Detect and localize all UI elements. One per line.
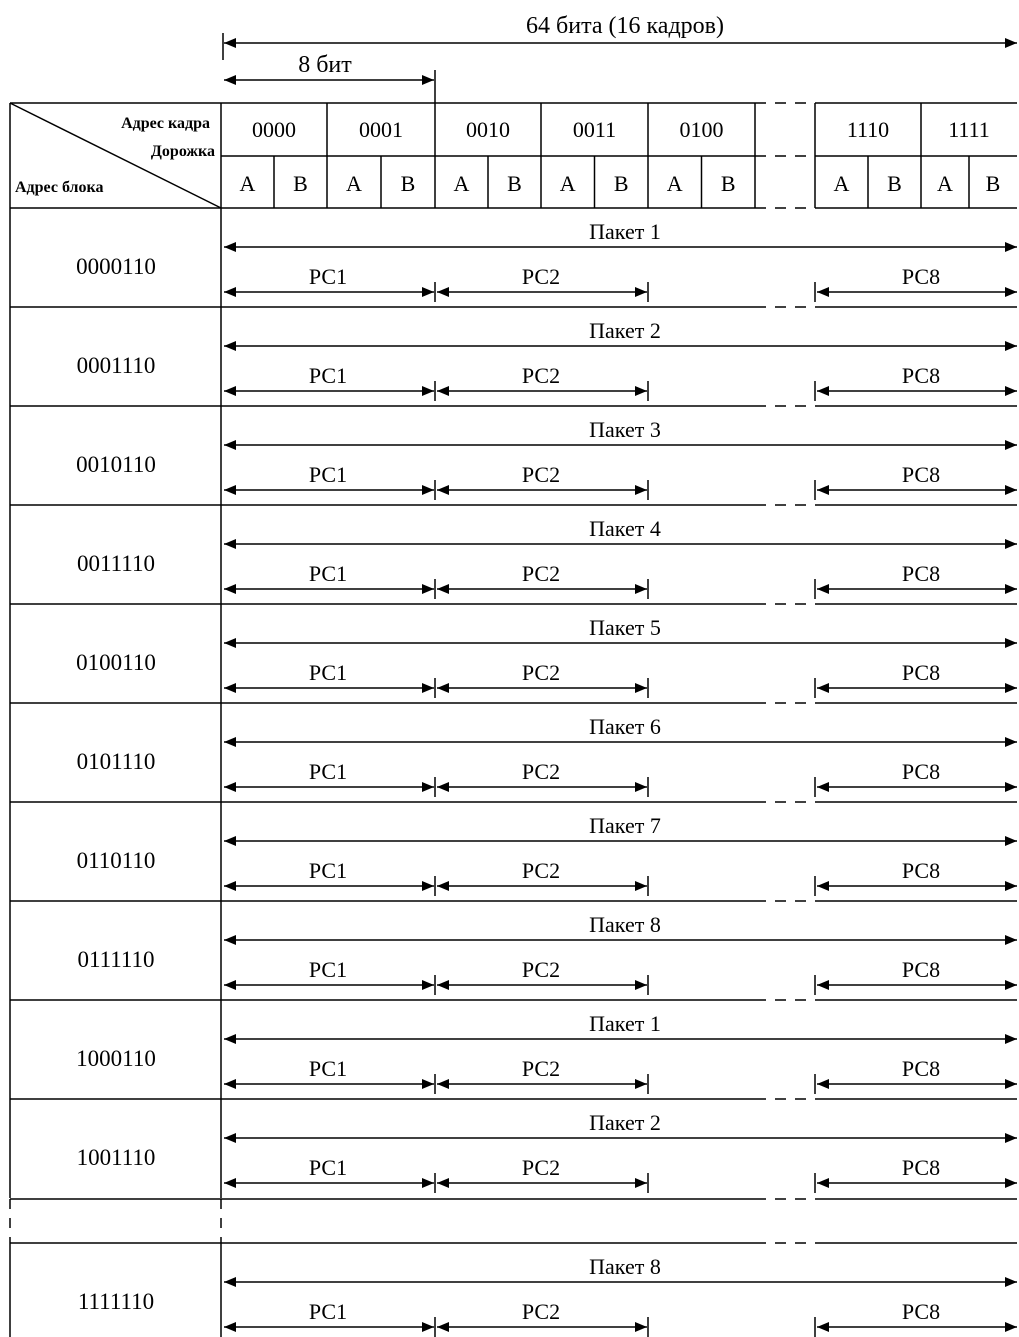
track-b-cell: B <box>887 171 902 196</box>
symbol-label-rc2: РС2 <box>521 561 561 586</box>
block-row <box>10 1099 1017 1198</box>
symbol-label-rc8: РС8 <box>901 1299 941 1324</box>
symbol-label-rc2: РС2 <box>521 264 561 289</box>
frame-address-cell: 1111 <box>948 117 990 142</box>
block-address: 0101110 <box>76 749 156 774</box>
packet-label: Пакет 3 <box>589 417 661 442</box>
block-address: 0110110 <box>76 848 156 873</box>
block-address: 0010110 <box>76 452 156 477</box>
frame-address-cell: 1110 <box>846 117 890 142</box>
block-row <box>10 208 1017 307</box>
frame-address-cell: 0000 <box>252 117 296 142</box>
block-address: 0111110 <box>77 947 155 972</box>
symbol-label-rc8: РС8 <box>901 759 941 784</box>
symbol-label-rc8: РС8 <box>901 462 941 487</box>
block-row <box>10 406 1017 505</box>
frame-address-cell: 0100 <box>679 117 724 142</box>
block-address: 0011110 <box>77 551 155 576</box>
span-total-label: 64 бита (16 кадров) <box>526 13 724 39</box>
symbol-label-rc1: РС1 <box>308 858 348 883</box>
symbol-label-rc1: РС1 <box>308 462 348 487</box>
track-a-cell: A <box>937 171 953 196</box>
symbol-label-rc8: РС8 <box>901 561 941 586</box>
span-byte-label: 8 бит <box>298 52 352 78</box>
symbol-label-rc8: РС8 <box>901 660 941 685</box>
packet-label: Пакет 7 <box>589 813 661 838</box>
track-b-cell: B <box>400 171 416 196</box>
symbol-label-rc8: РС8 <box>901 957 941 982</box>
block-address: 1111110 <box>77 1289 155 1314</box>
track-a-cell: A <box>833 171 850 196</box>
block-row <box>10 505 1017 604</box>
block-row <box>10 1000 1017 1099</box>
block-row <box>10 703 1017 802</box>
track-a-cell: A <box>346 171 362 196</box>
block-address: 1000110 <box>76 1046 156 1071</box>
symbol-label-rc1: РС1 <box>308 660 348 685</box>
symbol-label-rc1: РС1 <box>308 363 348 388</box>
symbol-label-rc8: РС8 <box>901 1155 941 1180</box>
symbol-label-rc2: РС2 <box>521 858 561 883</box>
symbol-label-rc1: РС1 <box>308 759 348 784</box>
packet-label: Пакет 1 <box>589 219 661 244</box>
track-b-cell: B <box>720 171 736 196</box>
frame-address-cell: 0001 <box>359 117 403 142</box>
block-address: 0100110 <box>76 650 156 675</box>
track-a-cell: A <box>239 171 256 196</box>
symbol-label-rc1: РС1 <box>308 561 348 586</box>
symbol-label-rc1: РС1 <box>308 957 348 982</box>
symbol-label-rc2: РС2 <box>521 462 561 487</box>
block-address: 1001110 <box>76 1145 156 1170</box>
block-rows <box>10 208 1017 1337</box>
block-row <box>10 901 1017 1000</box>
block-address: 0001110 <box>76 353 156 378</box>
symbol-label-rc2: РС2 <box>521 363 561 388</box>
track-label: Дорожка <box>150 143 215 160</box>
header-corner-cell <box>10 103 221 208</box>
symbol-label-rc8: РС8 <box>901 363 941 388</box>
span-byte <box>224 52 435 103</box>
track-b-cell: B <box>985 171 1001 196</box>
track-b-cell: B <box>613 171 629 196</box>
symbol-label-rc2: РС2 <box>521 660 561 685</box>
packet-label: Пакет 5 <box>589 615 661 640</box>
track-a-cell: A <box>666 171 683 196</box>
frame-address-cell: 0010 <box>466 117 510 142</box>
symbol-label-rc8: РС8 <box>901 264 941 289</box>
track-b-cell: B <box>507 171 522 196</box>
track-b-cell: B <box>293 171 308 196</box>
packet-label: Пакет 4 <box>589 516 661 541</box>
symbol-label-rc2: РС2 <box>521 957 561 982</box>
packet-label: Пакет 8 <box>589 1254 661 1279</box>
symbol-label-rc8: РС8 <box>901 1056 941 1081</box>
symbol-label-rc1: РС1 <box>308 1056 348 1081</box>
track-a-cell: A <box>559 171 576 196</box>
block-address: 0000110 <box>76 254 156 279</box>
block-row <box>10 604 1017 703</box>
packet-label: Пакет 8 <box>589 912 661 937</box>
packet-label: Пакет 2 <box>589 318 661 343</box>
symbol-label-rc8: РС8 <box>901 858 941 883</box>
frame-address-label: Адрес кадра <box>121 115 210 132</box>
symbol-label-rc2: РС2 <box>521 1056 561 1081</box>
block-address-label: Адрес блока <box>15 179 104 196</box>
symbol-label-rc1: РС1 <box>308 1299 348 1324</box>
block-row <box>10 1243 1017 1337</box>
block-row <box>10 307 1017 406</box>
frame-address-cell: 0011 <box>572 117 617 142</box>
packet-label: Пакет 6 <box>589 714 661 739</box>
symbol-label-rc2: РС2 <box>521 1299 561 1324</box>
symbol-label-rc1: РС1 <box>308 264 348 289</box>
block-row <box>10 802 1017 901</box>
symbol-label-rc1: РС1 <box>308 1155 348 1180</box>
packet-label: Пакет 1 <box>589 1011 661 1036</box>
packet-label: Пакет 2 <box>589 1110 661 1135</box>
symbol-label-rc2: РС2 <box>521 759 561 784</box>
track-a-cell: A <box>453 171 470 196</box>
symbol-label-rc2: РС2 <box>521 1155 561 1180</box>
